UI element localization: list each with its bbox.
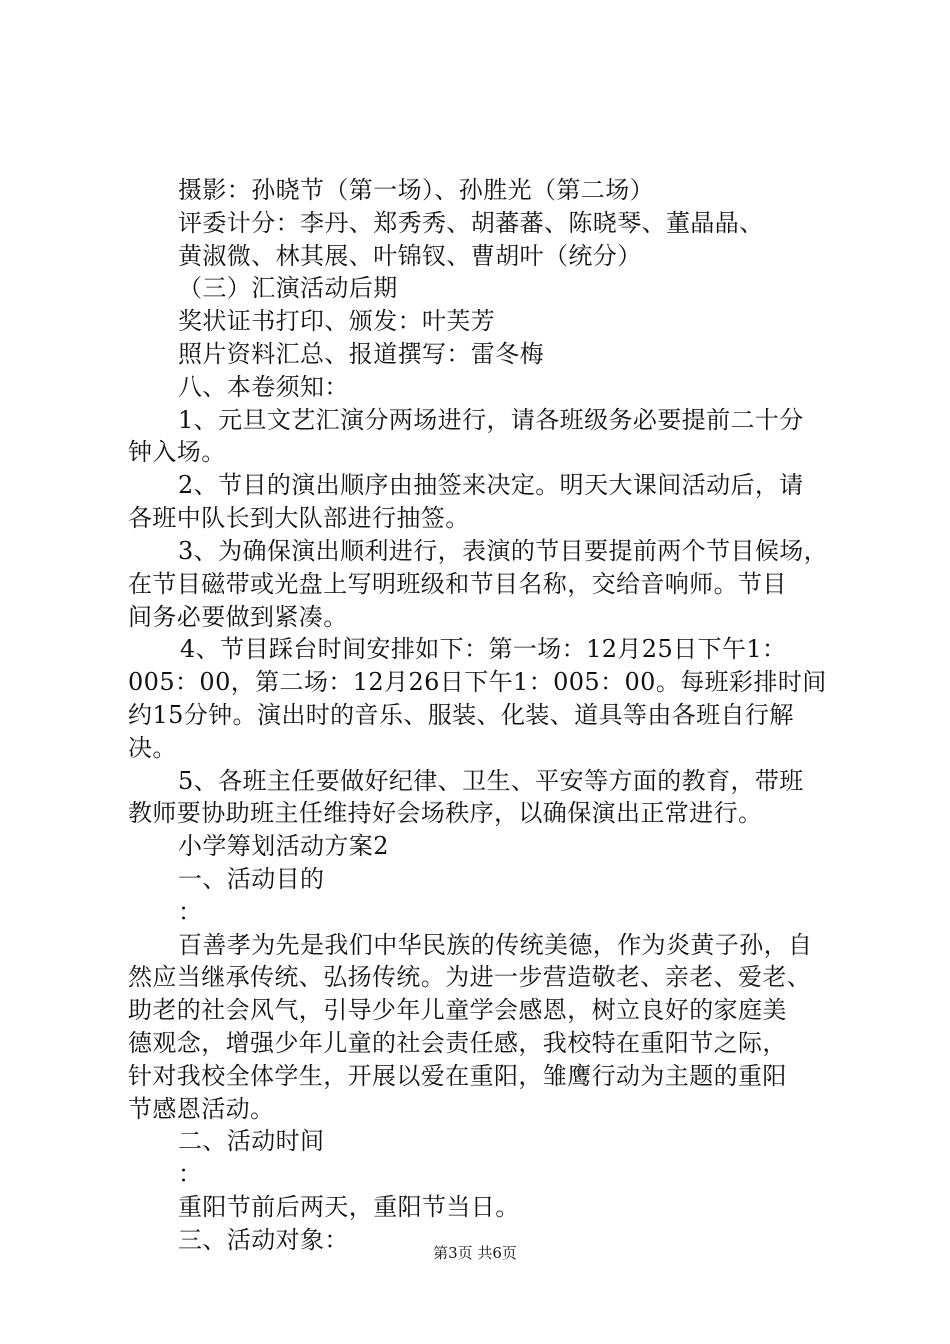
text-line: 节感恩活动。 (128, 1095, 275, 1123)
text-line: 重阳节前后两天，重阳节当日。 (178, 1193, 520, 1221)
text-line: 针对我校全体学生，开展以爱在重阳，雏鹰行动为主题的重阳 (128, 1062, 787, 1090)
text-line: 各班中队长到大队部进行抽签。 (128, 504, 470, 532)
text-line: 005：00，第二场：12月26日下午1：005：00。每班彩排时间 (128, 668, 827, 696)
text-line: 奖状证书打印、颁发：叶芙芳 (178, 307, 496, 335)
text-line: 1、元旦文艺汇演分两场进行，请各班级务必要提前二十分 (178, 406, 804, 434)
text-line: ： (178, 1160, 203, 1188)
text-line: 约15分钟。演出时的音乐、服装、化装、道具等由各班自行解 (128, 701, 794, 729)
text-line: 决。 (128, 734, 177, 762)
section-heading: 八、本卷须知： (178, 373, 349, 401)
text-line: 在节目磁带或光盘上写明班级和节目名称，交给音响师。节目 (128, 570, 787, 598)
document-title: 小学筹划活动方案2 (178, 832, 389, 860)
text-line: 摄影：孙晓节（第一场）、孙胜光（第二场） (178, 176, 654, 204)
page-footer: 第3页 共6页 (433, 1244, 517, 1262)
section-heading: 三、活动对象： (178, 1226, 349, 1254)
text-line: ： (178, 898, 203, 926)
text-line: 5、各班主任要做好纪律、卫生、平安等方面的教育，带班 (178, 767, 804, 795)
text-line: 百善孝为先是我们中华民族的传统美德，作为炎黄子孙，自 (178, 931, 813, 959)
text-line: 德观念，增强少年儿童的社会责任感，我校特在重阳节之际， (128, 1029, 787, 1057)
text-line: 照片资料汇总、报道撰写：雷冬梅 (178, 340, 544, 368)
text-line: 2、节目的演出顺序由抽签来决定。明天大课间活动后，请 (178, 471, 804, 499)
section-heading: 一、活动目的 (178, 865, 325, 893)
text-line: 教师要协助班主任维持好会场秩序，以确保演出正常进行。 (128, 799, 763, 827)
section-heading: 二、活动时间 (178, 1127, 325, 1155)
text-line: 3、为确保演出顺利进行，表演的节目要提前两个节目候场， (178, 537, 829, 565)
text-line: 钟入场。 (128, 438, 226, 466)
text-line: 间务必要做到紧凑。 (128, 603, 348, 631)
text-line: 黄淑微、林其展、叶锦钗、曹胡叶（统分） (178, 242, 642, 270)
text-line: 4、节目踩台时间安排如下：第一场：12月25日下午1： (180, 635, 787, 663)
text-line: 评委计分：李丹、郑秀秀、胡蕃蕃、陈晓琴、董晶晶、 (178, 209, 764, 237)
section-heading: （三）汇演活动后期 (178, 274, 398, 302)
text-line: 助老的社会风气，引导少年儿童学会感恩，树立良好的家庭美 (128, 996, 787, 1024)
text-line: 然应当继承传统、弘扬传统。为进一步营造敬老、亲老、爱老、 (128, 963, 812, 991)
